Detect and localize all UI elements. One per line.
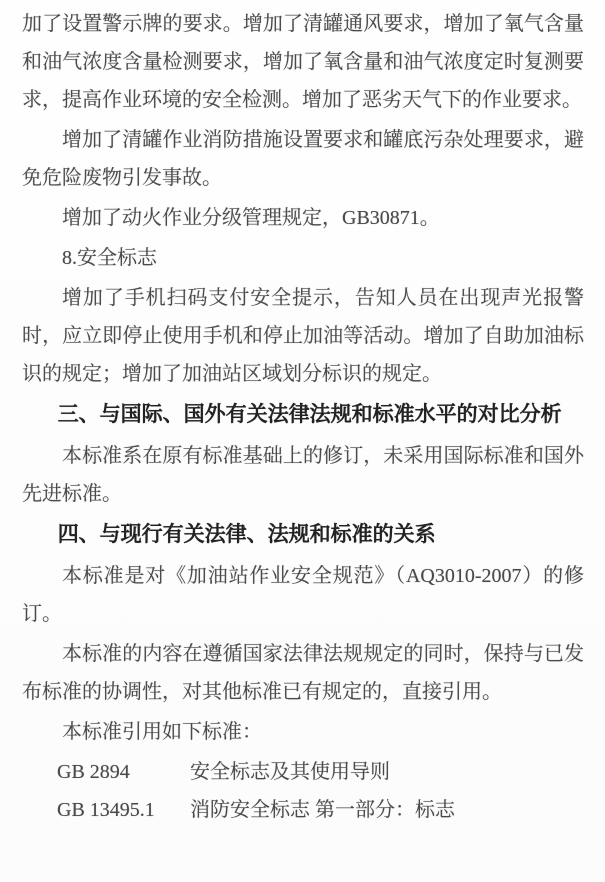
- paragraph-hot-work-grading: 增加了动火作业分级管理规定，GB30871。: [62, 207, 440, 229]
- paragraph-standard-coordination: 本标准的内容在遵循国家法律法规规定的同时，保持与已发布标准的协调性，对其他标准已有规定的，直接引用。: [22, 643, 584, 703]
- standard-title: 消防安全标志 第一部分：标志: [190, 799, 455, 821]
- section-heading-3-international-comparison: 三、与国际、国外有关法律法规和标准水平的对比分析: [57, 403, 562, 426]
- reference-row-gb13495: [22, 791, 584, 829]
- paragraph-cited-standards-intro: 本标准引用如下标准：: [62, 721, 262, 743]
- paragraph-warning-sign-requirements: 加了设置警示牌的要求。增加了清罐通风要求，增加了氧气含量和油气浓度含量检测要求，增加了氧含量和油气浓度定时复测要求，提高作业环境的安全检测。增加了恶劣天气下的作业要求。: [22, 13, 584, 111]
- paragraph-revision-basis: 本标准系在原有标准基础上的修订，未采用国际标准和国外先进标准。: [22, 445, 584, 505]
- standard-title: 安全标志及其使用导则: [190, 761, 390, 783]
- cited-standards-list: [22, 753, 584, 829]
- standard-code: GB 13495.1: [57, 799, 155, 821]
- standard-code: GB 2894: [57, 761, 130, 783]
- paragraph-mobile-payment-safety: 增加了手机扫码支付安全提示，告知人员在出现声光报警时，应立即停止使用手机和停止加油等活动。增加了自助加油标识的规定；增加了加油站区域划分标识的规定。: [22, 287, 584, 385]
- paragraph-aq3010-revision: 本标准是对《加油站作业安全规范》（AQ3010-2007）的修订。: [22, 565, 584, 625]
- reference-row-gb2894: [22, 753, 584, 791]
- paragraph-tank-cleaning-fire-measures: 增加了清罐作业消防措施设置要求和罐底污杂处理要求，避免危险废物引发事故。: [22, 129, 584, 189]
- list-item-safety-signs: 8.安全标志: [62, 247, 157, 269]
- section-heading-4-relation-to-laws: 四、与现行有关法律、法规和标准的关系: [57, 523, 436, 546]
